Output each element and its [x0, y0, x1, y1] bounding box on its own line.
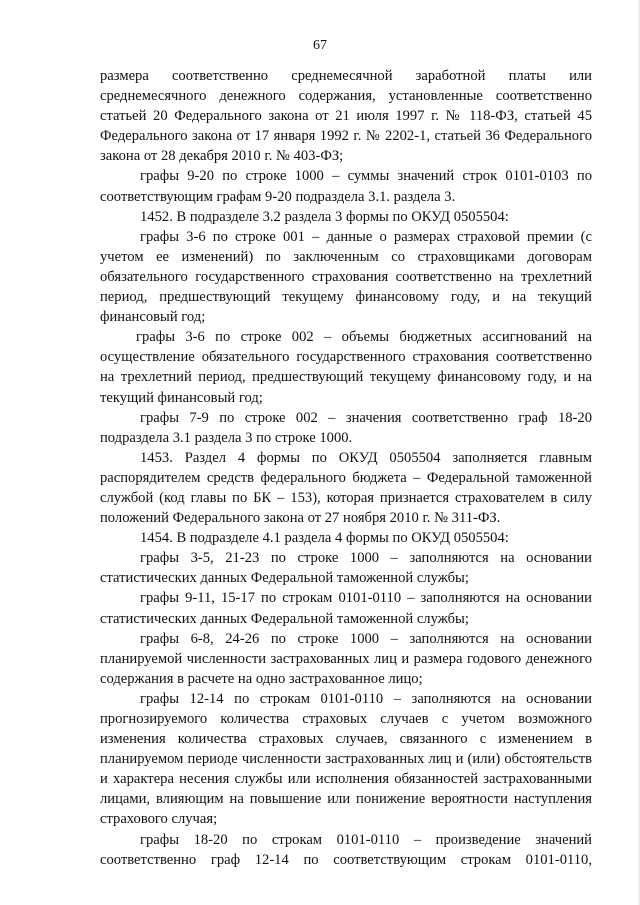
document-body — [100, 66, 592, 870]
paragraph-section-1454: 1454. В подразделе 4.1 раздела 4 формы по ОКУД 0505504: — [140, 530, 509, 547]
paragraph: графы 12-14 по строкам 0101-0110 – заполняются на основании прогнозируемого количества страховых случаев с учетом возможного изменения количества страховых случаев, связанного с изменением в планируемом периоде численности застрахованных лиц и (или) обстоятельств и характера несения службы или исполнения обязанностей застрахованными лицами, влияющим на повышение или понижение вероятности наступления страхового случая; — [100, 690, 592, 828]
paragraph: графы 3-6 по строке 001 – данные о размерах страховой премии (с учетом ее изменений) по заключенным со страховщиками договорам обязательного государственного страхования соответственно на трехлетний период, предшествующий текущему финансовому году, и на текущий финансовый год; — [100, 228, 592, 326]
paragraph-section-1452: 1452. В подразделе 3.2 раздела 3 формы по ОКУД 0505504: — [140, 208, 509, 225]
paragraph-continuation: размера соответственно среднемесячной заработной платы или среднемесячного денежного содержания, установленные соответственно статьей 20 Федерального закона от 21 июля 1997 г. № 118-ФЗ, статьей 45 Федерального закона от 17 января 1992 г. № 2202-1, статьей 36 Федерального закона от 28 декабря 2010 г. № 403-ФЗ; — [100, 68, 592, 165]
page-number: 67 — [313, 38, 327, 53]
paragraph: графы 9-20 по строке 1000 – суммы значений строк 0101-0103 по соответствующим графам 9-20 подраздела 3.1. раздела 3. — [100, 168, 592, 205]
paragraph: графы 7-9 по строке 002 – значения соответственно граф 18-20 подраздела 3.1 раздела 3 по строке 1000. — [100, 409, 592, 446]
paragraph: графы 9-11, 15-17 по строкам 0101-0110 – заполняются на основании статистических данных Федеральной таможенной службы; — [100, 590, 592, 627]
paragraph: графы 6-8, 24-26 по строке 1000 – заполняются на основании планируемой численности застрахованных лиц и размера годового денежного содержания в расчете на одно застрахованное лицо; — [100, 630, 592, 687]
paragraph: графы 3-6 по строке 002 – объемы бюджетных ассигнований на осуществление обязательного государственного страхования соответственно на трехлетний период, предшествующий текущему финансовому году, и на текущий финансовый год; — [100, 329, 592, 406]
paragraph-section-1453: 1453. Раздел 4 формы по ОКУД 0505504 заполняется главным распорядителем средств федерального бюджета – Федеральной таможенной службой (код главы по БК – 153), которая признается страхователем в силу положений Федерального закона от 27 ноября 2010 г. № 311-ФЗ. — [100, 449, 592, 527]
paragraph: графы 18-20 по строкам 0101-0110 – произведение значений соответственно граф 12-14 по соответствующим строкам 0101-0110, — [100, 831, 592, 868]
paragraph: графы 3-5, 21-23 по строке 1000 – заполняются на основании статистических данных Федеральной таможенной службы; — [100, 550, 592, 587]
